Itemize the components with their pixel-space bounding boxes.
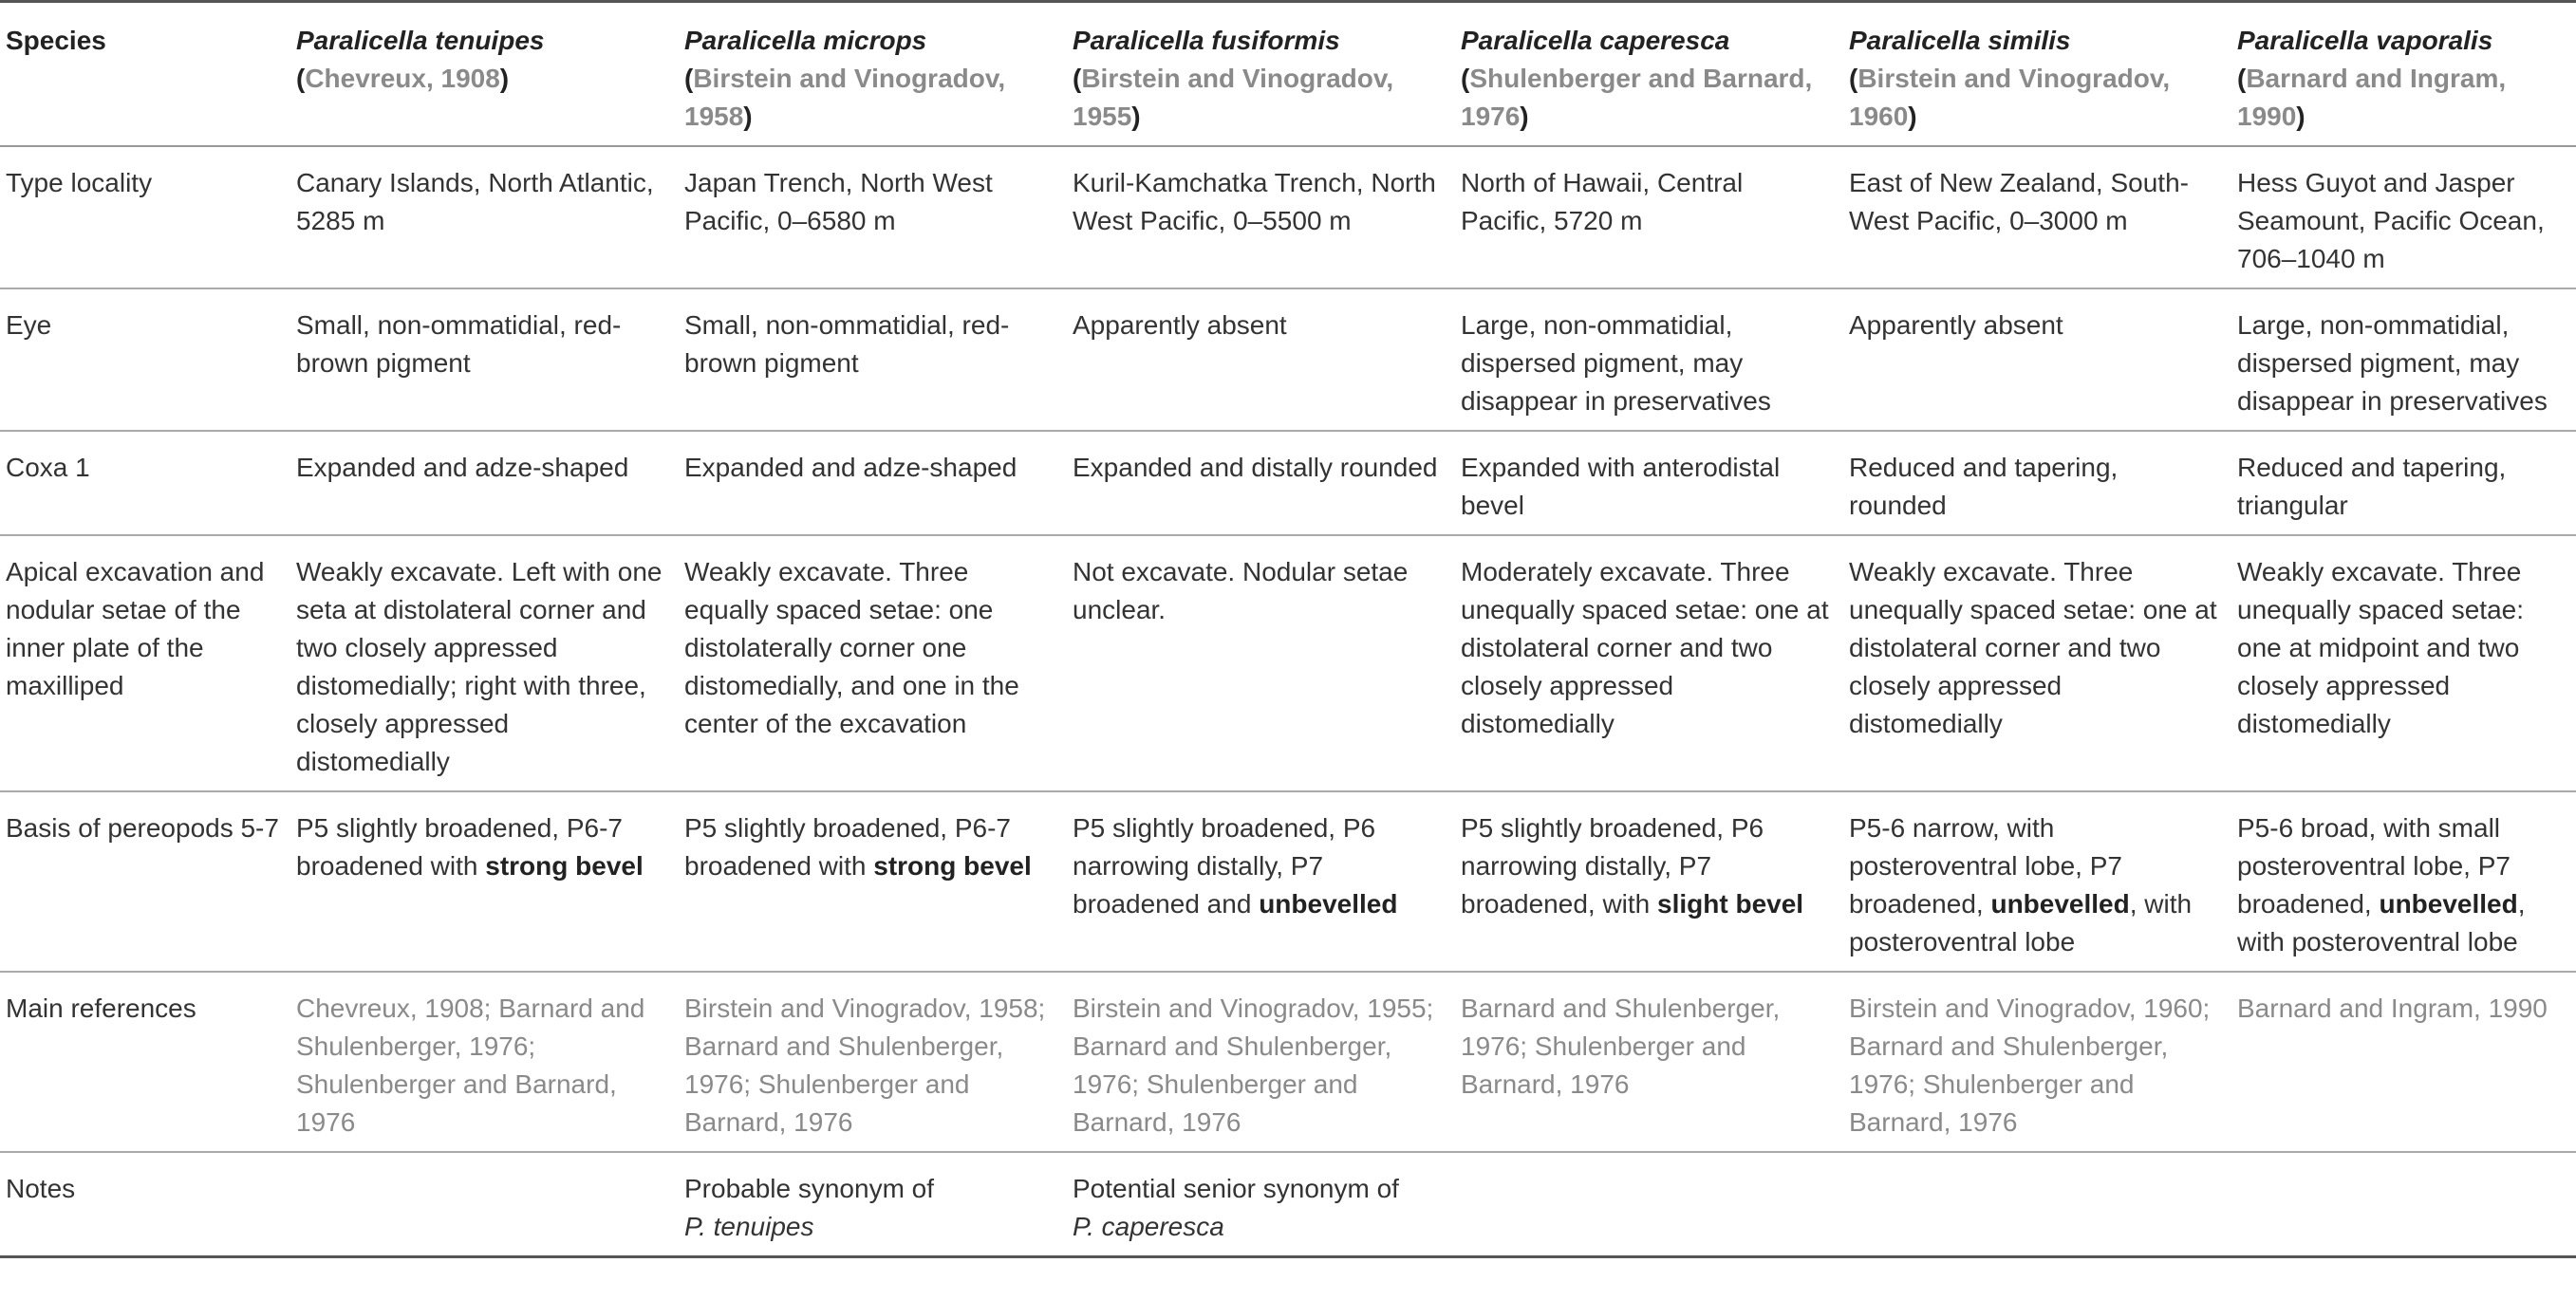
authority-link[interactable]: Chevreux, 1908 xyxy=(305,64,500,93)
table-cell: Hess Guyot and Jasper Seamount, Pacific Ocean, 706–1040 m xyxy=(2231,146,2576,288)
reference-links[interactable]: Chevreux, 1908; Barnard and Shulenberger, 1976; Shulenberger and Barnard, 1976 xyxy=(290,972,679,1152)
table-cell: Japan Trench, North West Pacific, 0–6580 m xyxy=(679,146,1067,288)
species-header-tenuipes: Paralicella tenuipes (Chevreux, 1908) xyxy=(290,2,679,147)
row-label: Type locality xyxy=(0,146,290,288)
species-abbrev: P. tenuipes xyxy=(684,1212,814,1241)
species-column-header: Species xyxy=(0,2,290,147)
row-type-locality xyxy=(0,146,2576,288)
table-cell: Kuril-Kamchatka Trench, North West Pacific, 0–5500 m xyxy=(1067,146,1455,288)
emphasis-text: unbevelled xyxy=(1259,889,1398,919)
row-basis-pereopods xyxy=(0,791,2576,972)
header-row xyxy=(0,2,2576,147)
table-cell xyxy=(1843,1152,2231,1257)
table-cell: P5 slightly broadened, P6 narrowing distally, P7 broadened, with slight bevel xyxy=(1455,791,1843,972)
species-abbrev: P. caperesca xyxy=(1073,1212,1224,1241)
row-notes xyxy=(0,1152,2576,1257)
table-cell: Probable synonym of P. tenuipes xyxy=(679,1152,1067,1257)
table-cell: North of Hawaii, Central Pacific, 5720 m xyxy=(1455,146,1843,288)
table-cell: Weakly excavate. Three equally spaced setae: one distolaterally corner one distomedially, and one in the center of the excavation xyxy=(679,535,1067,791)
table-cell: Expanded and adze-shaped xyxy=(290,431,679,535)
row-coxa-1 xyxy=(0,431,2576,535)
authority-link[interactable]: Birstein and Vinogradov, 1960 xyxy=(1849,64,2171,131)
emphasis-text: unbevelled xyxy=(1990,889,2130,919)
row-label: Apical excavation and nodular setae of the inner plate of the maxilliped xyxy=(0,535,290,791)
table-cell: Large, non-ommatidial, dispersed pigment, may disappear in preservatives xyxy=(2231,288,2576,431)
row-label: Main references xyxy=(0,972,290,1152)
row-label: Notes xyxy=(0,1152,290,1257)
table-cell: Reduced and tapering, triangular xyxy=(2231,431,2576,535)
table-cell: P5 slightly broadened, P6 narrowing distally, P7 broadened and unbevelled xyxy=(1067,791,1455,972)
species-name: Paralicella vaporalis xyxy=(2237,26,2493,55)
table-cell xyxy=(2231,1152,2576,1257)
reference-links[interactable]: Barnard and Shulenberger, 1976; Shulenberger and Barnard, 1976 xyxy=(1455,972,1843,1152)
table-cell: Apparently absent xyxy=(1067,288,1455,431)
row-apical-excavation xyxy=(0,535,2576,791)
row-label: Eye xyxy=(0,288,290,431)
row-label: Basis of pereopods 5-7 xyxy=(0,791,290,972)
table-cell: Small, non-ommatidial, red-brown pigment xyxy=(290,288,679,431)
table-cell: Reduced and tapering, rounded xyxy=(1843,431,2231,535)
emphasis-text: slight bevel xyxy=(1657,889,1804,919)
table-cell: Moderately excavate. Three unequally spaced setae: one at distolateral corner and two closely appressed distomedially xyxy=(1455,535,1843,791)
species-header-caperesca: Paralicella caperesca (Shulenberger and Barnard, 1976) xyxy=(1455,2,1843,147)
table-cell: Large, non-ommatidial, dispersed pigment, may disappear in preservatives xyxy=(1455,288,1843,431)
reference-links[interactable]: Barnard and Ingram, 1990 xyxy=(2231,972,2576,1152)
reference-links[interactable]: Birstein and Vinogradov, 1958; Barnard and Shulenberger, 1976; Shulenberger and Barnard, 1976 xyxy=(679,972,1067,1152)
table-cell: Weakly excavate. Left with one seta at distolateral corner and two closely appressed distomedially; right with three, closely appressed distomedially xyxy=(290,535,679,791)
table-cell: P5-6 broad, with small posteroventral lobe, P7 broadened, unbevelled, with posteroventral lobe xyxy=(2231,791,2576,972)
table-cell: Expanded and distally rounded xyxy=(1067,431,1455,535)
table-cell: Not excavate. Nodular setae unclear. xyxy=(1067,535,1455,791)
emphasis-text: strong bevel xyxy=(873,851,1032,881)
table-cell: Weakly excavate. Three unequally spaced setae: one at midpoint and two closely appressed distomedially xyxy=(2231,535,2576,791)
row-main-references xyxy=(0,972,2576,1152)
authority-link[interactable]: Barnard and Ingram, 1990 xyxy=(2237,64,2507,131)
table-cell: P5 slightly broadened, P6-7 broadened with strong bevel xyxy=(679,791,1067,972)
species-header-microps: Paralicella microps (Birstein and Vinogradov, 1958) xyxy=(679,2,1067,147)
row-label: Coxa 1 xyxy=(0,431,290,535)
table-cell: Apparently absent xyxy=(1843,288,2231,431)
species-name: Paralicella fusiformis xyxy=(1073,26,1340,55)
species-header-similis: Paralicella similis (Birstein and Vinogradov, 1960) xyxy=(1843,2,2231,147)
table-cell: Small, non-ommatidial, red-brown pigment xyxy=(679,288,1067,431)
table-cell: East of New Zealand, South-West Pacific, 0–3000 m xyxy=(1843,146,2231,288)
emphasis-text: unbevelled xyxy=(2379,889,2518,919)
table-cell: Potential senior synonym of P. caperesca xyxy=(1067,1152,1455,1257)
row-eye xyxy=(0,288,2576,431)
table-cell: Expanded and adze-shaped xyxy=(679,431,1067,535)
authority-link[interactable]: Shulenberger and Barnard, 1976 xyxy=(1461,64,1813,131)
species-name: Paralicella similis xyxy=(1849,26,2071,55)
table-cell: Weakly excavate. Three unequally spaced setae: one at distolateral corner and two closely appressed distomedially xyxy=(1843,535,2231,791)
reference-links[interactable]: Birstein and Vinogradov, 1960; Barnard and Shulenberger, 1976; Shulenberger and Barnard, 1976 xyxy=(1843,972,2231,1152)
table-cell xyxy=(290,1152,679,1257)
emphasis-text: strong bevel xyxy=(485,851,644,881)
reference-links[interactable]: Birstein and Vinogradov, 1955; Barnard and Shulenberger, 1976; Shulenberger and Barnard, 1976 xyxy=(1067,972,1455,1152)
table-cell xyxy=(1455,1152,1843,1257)
species-name: Paralicella tenuipes xyxy=(296,26,545,55)
species-header-vaporalis: Paralicella vaporalis (Barnard and Ingram, 1990) xyxy=(2231,2,2576,147)
table-cell: P5-6 narrow, with posteroventral lobe, P7 broadened, unbevelled, with posteroventral lobe xyxy=(1843,791,2231,972)
authority-link[interactable]: Birstein and Vinogradov, 1955 xyxy=(1073,64,1394,131)
species-name: Paralicella microps xyxy=(684,26,927,55)
species-header-fusiformis: Paralicella fusiformis (Birstein and Vinogradov, 1955) xyxy=(1067,2,1455,147)
authority-link[interactable]: Birstein and Vinogradov, 1958 xyxy=(684,64,1006,131)
species-name: Paralicella caperesca xyxy=(1461,26,1730,55)
table-cell: Expanded with anterodistal bevel xyxy=(1455,431,1843,535)
table-cell: Canary Islands, North Atlantic, 5285 m xyxy=(290,146,679,288)
table-cell: P5 slightly broadened, P6-7 broadened with strong bevel xyxy=(290,791,679,972)
